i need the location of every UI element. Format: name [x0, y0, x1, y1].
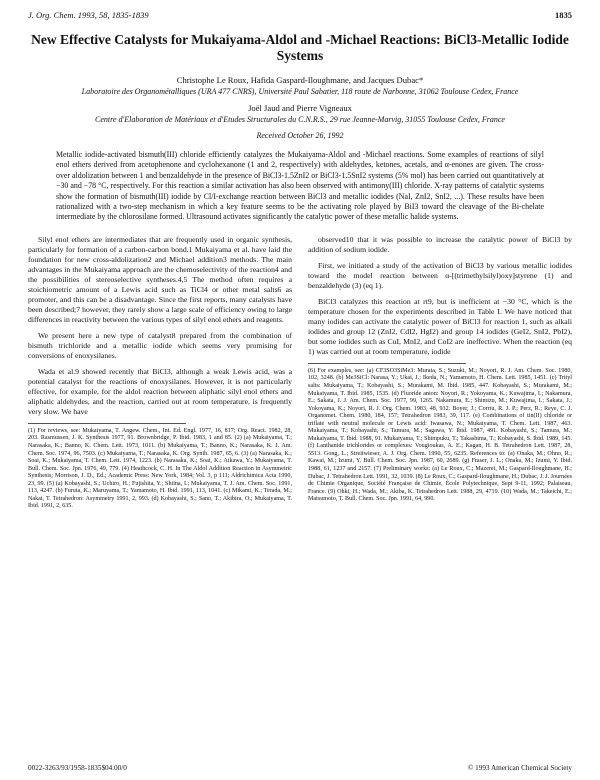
author-list-1: Christophe Le Roux, Hafida Gaspard-Iloughmane, and Jacques Dubac*: [176, 74, 424, 85]
body-paragraph: observed10 that it was possible to increase the catalytic power of BiCl3 by addition of sodium iodide.: [308, 234, 572, 254]
footnotes-right: (6) For examples, see: (a) CF3SO3SiMe3: Murata, S.; Suzuki, M.; Noyori, R. J. Am. Chem. Soc. 1980, 102, 3248. (b) Me3SiCl: Narasa, Y.; Ukai, J.; Ikeda, N.; Yamamoto, H. Chem. Lett. 1985, 1451. (c) Trityl salts: Mukaiyama, T.; Kobayashi, S.; Murakami, M. Ibid. 1985, 447. Kobayashi, S.; Murakami, M.; Mukaiyama, T. Ibid. 1985, 1535. (d) Fluoride anion: Noyori, R.; Yokoyama, K.; Kuwajima, I.; Nakamura, E.; Sakata, J. J. Am. Chem. Soc. 1977, 99, 1265. Nakamura, E.; Shimizu, M.; Kuwajima, I.; Sakata, J.; Yokoyama, K.; Noyori, R. J. Org. Chem. 1983, 48, 932. Boyer, J.; Corriu, R. J. P.; Perz, R.; Reye, C. J. Organomet. Chem. 1980, 184, 157; Tetrahedron 1983, 39, 117. (e) Combinations of tin(II) chloride or triflate with neutral molecule or Lewis acid: Iwasawa, N.; Mukaiyama, T. Chem. Lett. 1987, 463. Mukaiyama, T.; Kobayashi, S.; Tamura, M.; Sagawa, Y. Ibid. 1987, 491. Kobayashi, S.; Tamura, M.; Mukaiyama, T. Ibid. 1988, 91. Mukaiyama, T.; Shimpuku, T.; Takashima, T.; Kobayashi, S. Ibid. 1989, 145. (f) Lanthanide trichlorides or complexes: Vougioukas, A. E.; Kagan, H. B. Tetrahedron Lett. 1987, 28, 5513. Gong, L.; Streitwieser, A. J. Org. Chem. 1990, 55, 6235. References to: (a) Onaka, M.; Ohno, R.; Kawai, M.; Izumi, Y. Bull. Chem. Soc. Jpn. 1987, 60, 2689. (g) Fraser, J. L.; Onaka, M.; Izumi, Y. Ibid. 1988, 61, 1237 and 2157. (7) Preliminary works: (a) Le Roux, C.; Mazeret, M.; Gaspard-Iloughmane, H.; Dubac, J. Tetrahedron Lett. 1991, 32, 1039. (8) Le Roux, C.; Gaspard-Iloughmane, H.; Dubac, J. J. Journées de Chimie Organique, Société Française de Chimie, École Polytechnique, Sept 9-11, 1992; Palaiseau, France. (9) Ohki, H.; Wada, M.; Akiba, K. Tetrahedron Lett. 1988, 29, 4719. (10) Wada, M.; Takeichi, E.; Matsumoto, T. Bull. Chem. Soc. Jpn. 1991, 64, 990.: [308, 367, 572, 503]
body-columns: [28, 235, 572, 511]
author-list-2: Joël Jaud and Pierre Vigneaux: [248, 102, 352, 113]
left-column: [28, 235, 292, 511]
received-date: Received October 26, 1992: [256, 130, 344, 140]
body-paragraph: BiCl3 catalyzes this reaction at rt9, but is inefficient at −30 °C, which is the temperature chosen for the experiments described in Table I. We have noticed that many iodides can activate the catalytic power of BiCl3 for reaction 1, such as alkali iodides and group 12 (ZnI2, CdI2, HgI2) and group 14 iodides (GeI2, SnI2, PbI2), but some iodides such as CuI, MnI2, and CoI2 are ineffective. When the reaction (eq 1) was carried out at room temperature, iodide: [308, 296, 572, 356]
right-column: [308, 235, 572, 511]
footnote-divider: [308, 363, 466, 364]
paper-title: New Effective Catalysts for Mukaiyama-Aldol and -Michael Reactions: BiCl3-Metallic Iodide Systems: [31, 32, 569, 64]
body-paragraph: Wada et al.9 showed recently that BiCl3, although a weak Lewis acid, was a potential catalyst for the reactions of enoxysilanes. However, it is not particularly effective, for example, for the aldol reaction between aliphatic silyl enol ethers and aliphatic aldehydes, and the reaction, carried out at room temperature, is frequently very slow. We have: [28, 366, 292, 416]
body-paragraph: Silyl enol ethers are intermediates that are frequently used in organic synthesis, particularly for formation of a carbon-carbon bond.1 Mukaiyama et al. have laid the foundation for new cross-aldolization2 and Michael addition3 methods. The main advantages in the Mukaiyama approach are the chemoselectivity of the reaction4 and the possibilities of stereoselective syntheses.4,5 The method often requires a stoichiometric amount of a Lewis acid such as TiCl4 or other metal salts6 as promoter, and this can be a disadvantage. Since the first reports, many catalysts have been described;7 however, they rarely show a large scale of efficiency owing to large differences in reactivity between the various types of silyl enol ethers and reagents.: [28, 234, 292, 324]
affiliation-2: Centre d'Elaboration de Matériaux et d'Etudes Structurales du C.N.R.S., 29 rue Jeanne-Marvig, 31055 Toulouse Cedex, France: [95, 114, 505, 124]
body-paragraph: We present here a new type of catalyst8 prepared from the combination of bismuth trichloride and a metallic iodide which seems very promising for conversions of enoxysilanes.: [28, 330, 292, 360]
copyright: © 1993 American Chemical Society: [467, 764, 572, 772]
journal-citation: J. Org. Chem. 1993, 58, 1835-1839: [28, 10, 149, 20]
affiliation-1: Laboratoire des Organométalliques (URA 477 CNRS), Université Paul Sabatier, 118 route de Narbonne, 31062 Toulouse Cedex, France: [81, 86, 519, 96]
page-footer: [28, 764, 572, 772]
footnote-divider: [28, 423, 186, 424]
body-paragraph: First, we initiated a study of the activation of BiCl3 by various metallic iodides toward the model reaction between α-[(trimethylsilyl)oxy]styrene (1) and benzaldehyde (3) (eq 1).: [308, 260, 572, 290]
footnotes-left: (1) For reviews, see: Mukaiyama, T. Angew. Chem., Int. Ed. Engl. 1977, 16, 817; Org. React. 1982, 28, 203. Rasmussen, J. K. Synthesis 1977, 91. Brownbridge, P. Ibid. 1983, 1 and 85. (2) (a) Mukaiyama, T.; Narasaka, K.; Banno, K. Chem. Lett. 1973, 1011. (b) Mukaiyama, T.; Banno, K.; Narasaka, K. J. Am. Chem. Soc. 1974, 96, 7503. (c) Mukaiyama, T.; Narasaka, K. Org. Synth. 1987, 65, 6. (3) (a) Narasaka, K.; Soai, K.; Mukaiyama, T. Chem. Lett. 1974, 1223. (b) Narasaka, K.; Soai, K.; Aikawa, Y.; Mukaiyama, T. Bull. Chem. Soc. Jpn. 1976, 49, 779. (4) Heathcock, C. H. In The Aldol Addition Reaction in Asymmetric Synthesis; Morrison, J. D., Ed.; Academic Press: New York, 1984; Vol. 3, p 111; Aldrichimica Acta 1990, 23, 99. (5) (a) Kobayashi, S.; Uchiro, H.; Fujishita, Y.; Shiina, I.; Mukaiyama, T. J. Am. Chem. Soc. 1991, 113, 4247. (b) Furuta, K.; Maruyama, T.; Yamamoto, H. Ibid. 1991, 113, 1041. (c) Mikami, K.; Terada, M.; Nakai, T. Tetrahedron: Asymmetry 1991, 2, 993. (d) Kobayashi, S.; Sano, T.; Akibira, O.; Mukaiyama, T. Ibid. 1991, 2, 635.: [28, 427, 292, 510]
abstract: Metallic iodide-activated bismuth(III) chloride efficiently catalyzes the Mukaiyama-Aldol and -Michael reactions. Some examples of reactions of silyl enol ethers derived from acetophenone and cyclohexanone (1 and 2, respectively) with aldehydes, ketones, acetals, and α-enones are given. The cross-over aldolization between 1 and benzaldehyde in the presence of BiCl3-1.5ZnI2 or BiCl3-1.5SnI2 systems (5% mol) has been carried out quantitatively at −30 and −78 °C, respectively. For this reaction a similar activation has also been observed with antimony(III) chloride. X-ray patterns of catalytic systems show the formation of bismuth(III) iodide by Cl/I-exchange reaction between BiCl3 and metallic iodides (NaI, ZnI2, SnI2, ...). These results have been rationalized with a two-step mechanism in which a key feature seems to be the activating role played by BiI3 toward the cleavage of the Bi-chelate intermediate by the chlorosilane formed. Ultrasound activates significantly the catalytic power of these metallic halide systems.: [56, 149, 544, 222]
page-number: 1835: [555, 10, 572, 20]
running-head: [28, 10, 572, 20]
article-code: 0022-3263/93/1958-1835$04.00/0: [28, 764, 127, 772]
